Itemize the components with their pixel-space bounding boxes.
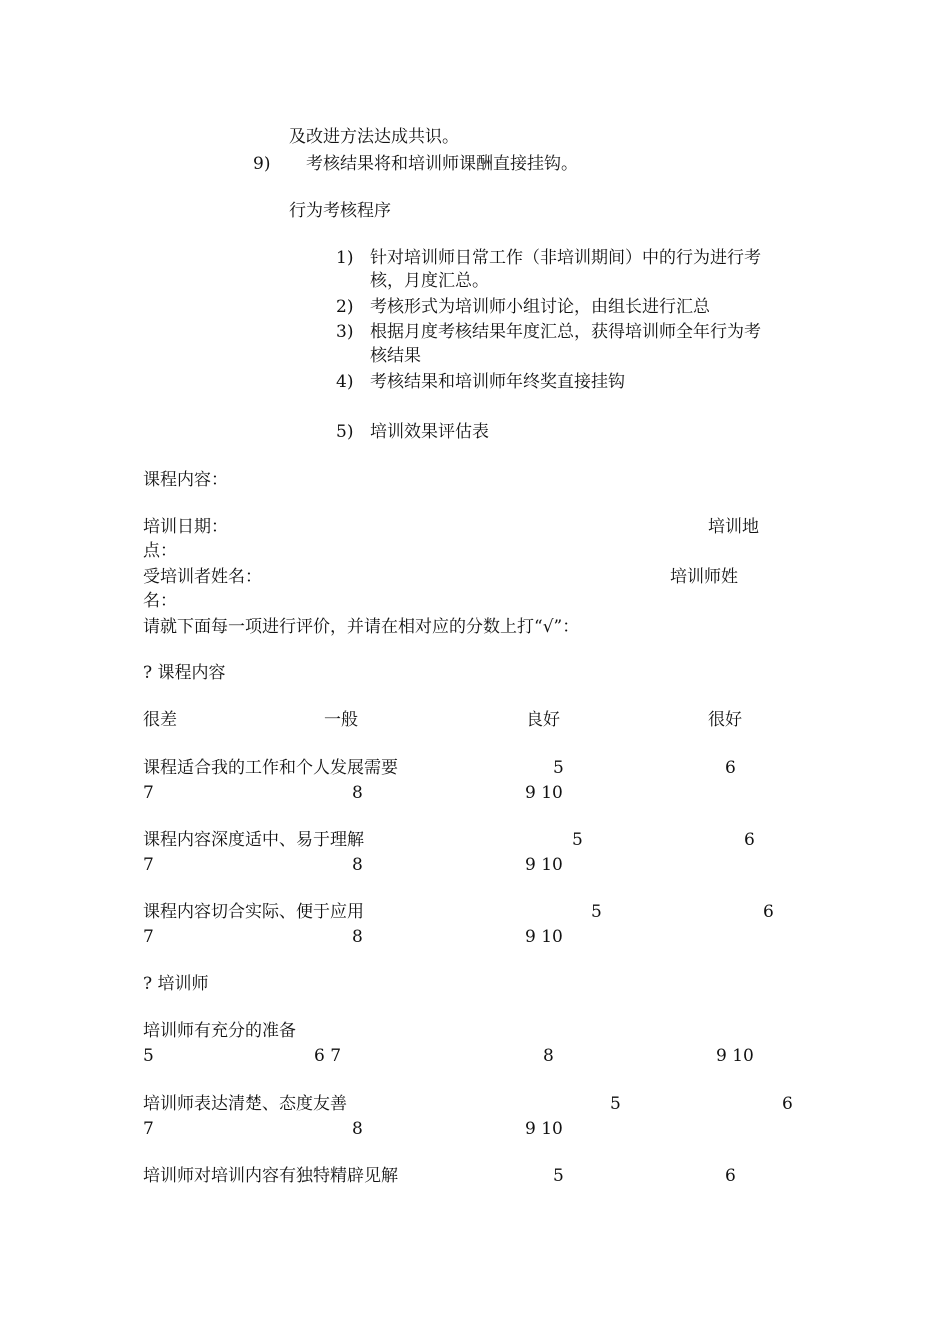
score-8[interactable]: 8 (352, 927, 363, 947)
score-6[interactable]: 6 (782, 1094, 793, 1114)
score-6-7[interactable]: 6 7 (314, 1046, 342, 1066)
section-trainer-title: ? 培训师 (143, 974, 209, 994)
item-9-text: 考核结果将和培训师课酬直接挂钩。 (306, 154, 578, 174)
scale-good: 良好 (526, 710, 560, 730)
score-7[interactable]: 7 (143, 1119, 154, 1139)
score-8[interactable]: 8 (352, 783, 363, 803)
scale-very-good: 很好 (708, 710, 742, 730)
rating-item-label: 培训师对培训内容有独特精辟见解 (143, 1166, 398, 1186)
score-5[interactable]: 5 (143, 1046, 154, 1066)
course-content-label: 课程内容： (143, 470, 228, 490)
trainee-name-label: 受培训者姓名： (143, 567, 262, 587)
score-9-10[interactable]: 9 10 (525, 783, 563, 803)
score-5[interactable]: 5 (553, 758, 564, 778)
item-9-number: 9) (253, 154, 271, 174)
score-5[interactable]: 5 (553, 1166, 564, 1186)
behavior-item-3-text: 根据月度考核结果年度汇总，获得培训师全年行为考 (370, 322, 761, 342)
score-6[interactable]: 6 (763, 902, 774, 922)
scale-average: 一般 (324, 710, 358, 730)
score-5[interactable]: 5 (591, 902, 602, 922)
behavior-item-4-number: 4) (336, 372, 354, 392)
behavior-item-3-text-cont: 核结果 (370, 346, 421, 366)
score-5[interactable]: 5 (572, 830, 583, 850)
behavior-item-1-text-cont: 核，月度汇总。 (370, 271, 489, 291)
rating-item-label: 课程内容切合实际、便于应用 (143, 902, 364, 922)
behavior-item-1-number: 1) (336, 248, 354, 268)
trainer-name-label: 培训师姓 (670, 567, 738, 587)
score-6[interactable]: 6 (744, 830, 755, 850)
rating-item-label: 培训师表达清楚、态度友善 (143, 1094, 347, 1114)
score-6[interactable]: 6 (725, 758, 736, 778)
behavior-item-1-text: 针对培训师日常工作（非培训期间）中的行为进行考 (370, 248, 761, 268)
score-7[interactable]: 7 (143, 783, 154, 803)
rating-item-label: 课程内容深度适中、易于理解 (143, 830, 364, 850)
rating-instruction: 请就下面每一项进行评价，并请在相对应的分数上打“√”： (143, 617, 580, 637)
training-location-label-cont: 点： (143, 541, 177, 561)
section-course-content-title: ? 课程内容 (143, 663, 226, 683)
behavior-item-2-text: 考核形式为培训师小组讨论，由组长进行汇总 (370, 297, 710, 317)
score-9-10[interactable]: 9 10 (525, 855, 563, 875)
behavior-item-5-text: 培训效果评估表 (370, 422, 489, 442)
score-6[interactable]: 6 (725, 1166, 736, 1186)
score-9-10[interactable]: 9 10 (525, 927, 563, 947)
behavior-item-4-text: 考核结果和培训师年终奖直接挂钩 (370, 372, 625, 392)
score-7[interactable]: 7 (143, 927, 154, 947)
behavior-item-5-number: 5) (336, 422, 354, 442)
training-date-label: 培训日期： (143, 517, 228, 537)
score-9-10[interactable]: 9 10 (716, 1046, 754, 1066)
rating-item-label: 培训师有充分的准备 (143, 1021, 296, 1041)
score-7[interactable]: 7 (143, 855, 154, 875)
continued-text: 及改进方法达成共识。 (289, 127, 459, 147)
score-5[interactable]: 5 (610, 1094, 621, 1114)
trainer-name-label-cont: 名： (143, 591, 177, 611)
behavior-item-3-number: 3) (336, 322, 354, 342)
score-8[interactable]: 8 (543, 1046, 554, 1066)
behavior-heading: 行为考核程序 (289, 201, 391, 221)
training-location-label: 培训地 (708, 517, 759, 537)
score-9-10[interactable]: 9 10 (525, 1119, 563, 1139)
behavior-item-2-number: 2) (336, 297, 354, 317)
scale-very-poor: 很差 (143, 710, 177, 730)
rating-item-label: 课程适合我的工作和个人发展需要 (143, 758, 398, 778)
score-8[interactable]: 8 (352, 855, 363, 875)
score-8[interactable]: 8 (352, 1119, 363, 1139)
